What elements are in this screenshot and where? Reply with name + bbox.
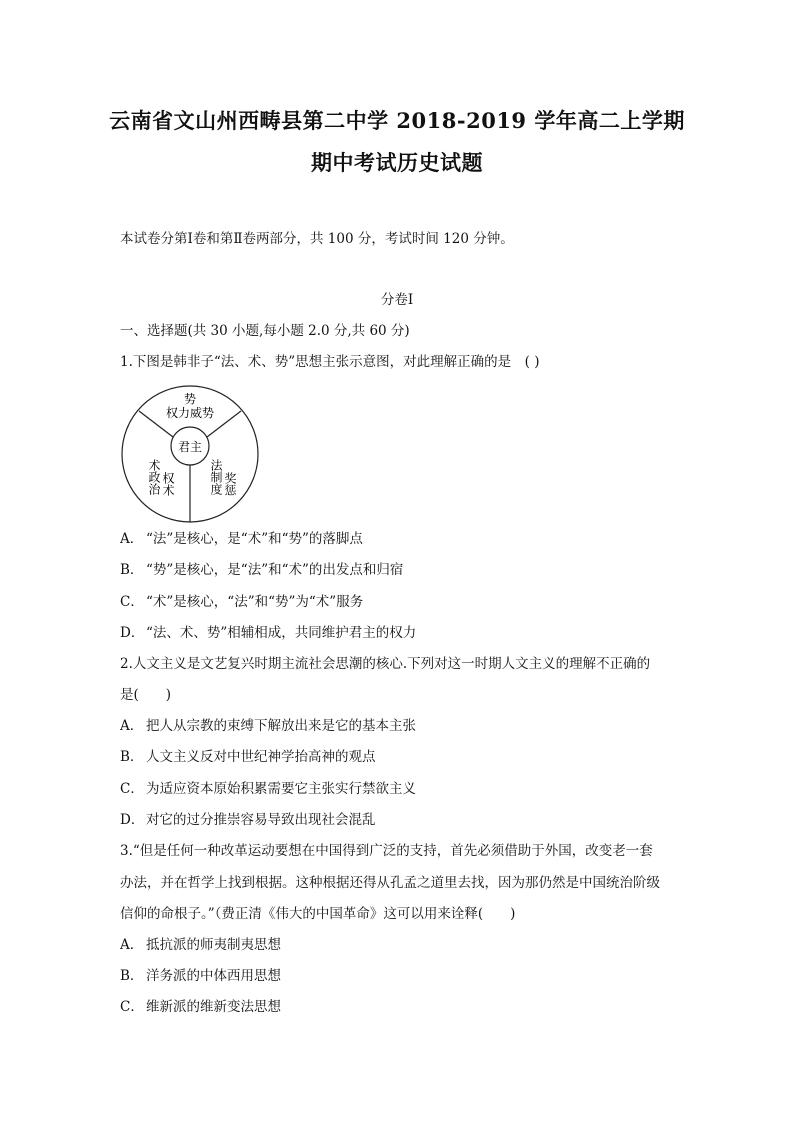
option-letter: B． xyxy=(120,968,144,984)
exam-intro: 本试卷分第Ⅰ卷和第Ⅱ卷两部分，共 100 分，考试时间 120 分钟。 xyxy=(120,231,514,247)
q2-option-d xyxy=(120,811,376,829)
q2-option-b xyxy=(120,748,376,766)
option-letter: B． xyxy=(120,562,144,578)
option-letter: C． xyxy=(120,594,144,610)
question-2-stem-line1: 2.人文主义是文艺复兴时期主流社会思潮的核心.下列对这一时期人文主义的理解不正确的 xyxy=(120,656,651,672)
question-3-stem-line3: 信仰的命根子。”（费正清《伟大的中国革命》这可以用来诠释( ) xyxy=(120,906,516,922)
q1-option-a xyxy=(120,530,363,548)
q1-option-c xyxy=(120,593,363,611)
diagram-left-col1: 术政治 xyxy=(147,459,161,495)
fa-shu-shi-diagram xyxy=(120,384,260,524)
option-letter: A． xyxy=(120,937,144,953)
option-text: 为适应资本原始积累需要它主张实行禁欲主义 xyxy=(146,781,416,797)
diagram-svg xyxy=(120,384,260,524)
part-heading: 一、选择题(共 30 小题,每小题 2.0 分,共 60 分) xyxy=(120,323,410,339)
q3-option-b xyxy=(120,967,281,985)
option-text: “法”是核心，是“术”和“势”的落脚点 xyxy=(146,531,363,547)
option-letter: A． xyxy=(120,718,144,734)
document-title-line2: 期中考试历史试题 xyxy=(311,150,483,175)
option-text: 把人从宗教的束缚下解放出来是它的基本主张 xyxy=(146,718,416,734)
document-title-line1: 云南省文山州西畴县第二中学 2018-2019 学年高二上学期 xyxy=(109,108,685,133)
option-text: 抵抗派的师夷制夷思想 xyxy=(146,937,281,953)
diagram-top-sub: 权力威势 xyxy=(165,406,215,420)
question-1-stem: 1.下图是韩非子“法、术、势”思想主张示意图，对此理解正确的是 ( ) xyxy=(120,354,540,370)
q2-option-a xyxy=(120,717,416,735)
option-text: 维新派的维新变法思想 xyxy=(146,999,281,1015)
option-text: “势”是核心，是“法”和“术”的出发点和归宿 xyxy=(146,562,404,578)
question-3-stem-line1: 3.“但是任何一种改革运动要想在中国得到广泛的支持，首先必须借助于外国，改变老一套 xyxy=(120,843,653,859)
q1-option-b xyxy=(120,561,403,579)
option-letter: C． xyxy=(120,781,144,797)
question-3-stem-line2: 办法，并在哲学上找到根据。这种根据还得从孔孟之道里去找，因为那仍然是中国统治阶级 xyxy=(120,875,660,891)
option-letter: D． xyxy=(120,625,145,641)
question-2-stem-line2: 是( ) xyxy=(120,687,172,703)
option-text: “法、术、势”相辅相成，共同维护君主的权力 xyxy=(146,625,417,641)
option-text: 对它的过分推崇容易导致出现社会混乱 xyxy=(146,812,376,828)
option-text: 洋务派的中体西用思想 xyxy=(146,968,281,984)
option-text: 人文主义反对中世纪神学抬高神的观点 xyxy=(146,749,376,765)
option-text: “术”是核心，“法”和“势”为“术”服务 xyxy=(146,594,364,610)
option-letter: C． xyxy=(120,999,144,1015)
diagram-right-col2: 奖惩 xyxy=(223,472,237,496)
option-letter: D． xyxy=(120,812,145,828)
diagram-left-col2: 权术 xyxy=(161,472,175,496)
q3-option-a xyxy=(120,936,281,954)
q3-option-c xyxy=(120,998,281,1016)
diagram-right-col1: 法制度 xyxy=(209,459,223,495)
option-letter: A． xyxy=(120,531,144,547)
section-label: 分卷Ⅰ xyxy=(380,292,414,308)
q2-option-c xyxy=(120,780,416,798)
option-letter: B． xyxy=(120,749,144,765)
diagram-center-label: 君主 xyxy=(177,440,203,454)
diagram-top-title: 势 xyxy=(183,392,197,406)
q1-option-d xyxy=(120,624,416,642)
